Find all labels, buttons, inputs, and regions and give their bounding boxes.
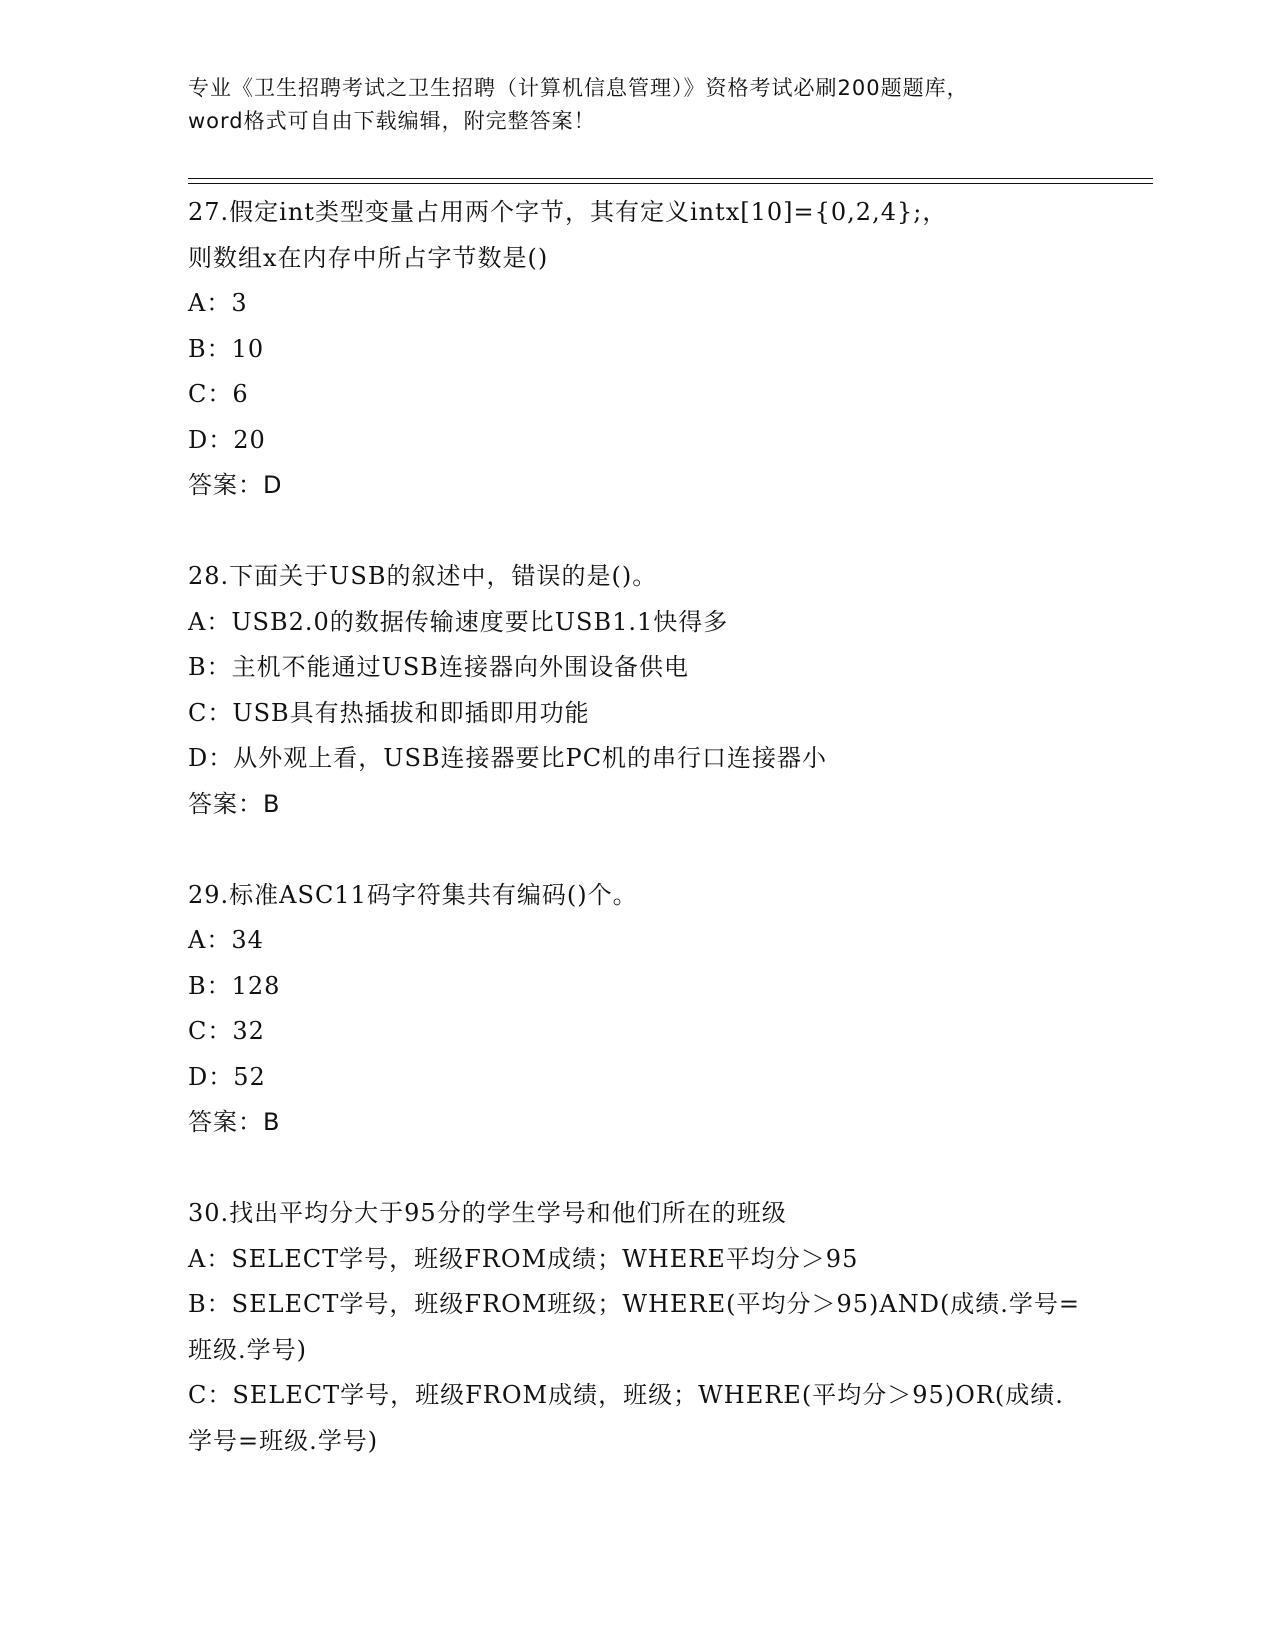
option-c: C：6 — [188, 380, 249, 408]
question-stem: 28.下面关于USB的叙述中，错误的是()。 — [188, 562, 658, 590]
question-stem: 则数组x在内存中所占字节数是() — [188, 243, 549, 272]
option-b-continued: 班级.学号) — [188, 1335, 307, 1364]
question-29 — [188, 873, 1148, 1146]
option-d: D：从外观上看，USB连接器要比PC机的串行口连接器小 — [188, 744, 828, 772]
answer: 答案：D — [188, 471, 283, 499]
option-a: A：SELECT学号，班级FROM成绩；WHERE平均分＞95 — [188, 1244, 859, 1273]
option-b: B：128 — [188, 971, 281, 1000]
answer: 答案：B — [188, 789, 281, 818]
header-divider-top — [188, 178, 1153, 179]
header-line-2: word格式可自由下载编辑，附完整答案！ — [188, 109, 596, 133]
option-d: D：20 — [188, 425, 266, 454]
question-30 — [188, 1191, 1148, 1464]
option-b: B：10 — [188, 334, 265, 363]
option-c: C：USB具有热插拔和即插即用功能 — [188, 698, 590, 727]
question-28 — [188, 554, 1148, 827]
option-a: A：3 — [188, 289, 248, 317]
question-stem: 29.标准ASC11码字符集共有编码()个。 — [188, 880, 638, 909]
option-c-continued: 学号=班级.学号) — [188, 1426, 379, 1455]
option-d: D：52 — [188, 1062, 266, 1091]
answer: 答案：B — [188, 1108, 281, 1136]
option-b: B：主机不能通过USB连接器向外围设备供电 — [188, 653, 689, 681]
option-c: C：32 — [188, 1017, 265, 1045]
document-header — [188, 72, 1088, 138]
question-list — [188, 190, 1148, 1464]
header-divider-bottom — [188, 183, 1153, 184]
question-stem: 27.假定int类型变量占用两个字节，其有定义intx[10]={0,2,4};， — [188, 198, 948, 226]
question-stem: 30.找出平均分大于95分的学生学号和他们所在的班级 — [188, 1199, 787, 1227]
option-a: A：USB2.0的数据传输速度要比USB1.1快得多 — [188, 607, 729, 636]
header-line-1: 专业《卫生招聘考试之卫生招聘（计算机信息管理）》资格考试必刷200题题库， — [188, 76, 969, 100]
option-a: A：34 — [188, 926, 264, 954]
option-b: B：SELECT学号，班级FROM班级；WHERE(平均分＞95)AND(成绩.学号= — [188, 1290, 1081, 1318]
question-27 — [188, 190, 1148, 509]
option-c: C：SELECT学号，班级FROM成绩，班级；WHERE(平均分＞95)OR(成绩. — [188, 1381, 1064, 1409]
